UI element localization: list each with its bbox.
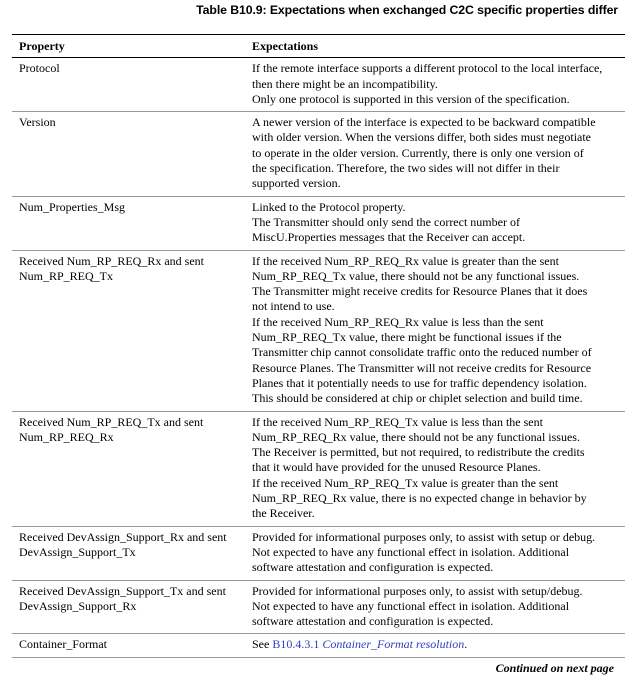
- expectation-line: A newer version of the interface is expected to be backward compatible: [252, 115, 596, 130]
- property-line: Protocol: [19, 61, 60, 76]
- expectations-cell: [245, 580, 625, 634]
- expectation-line: Num_RP_REQ_Rx value, there should not be any functional issues.: [252, 429, 580, 444]
- property-line: Received Num_RP_REQ_Rx and sent: [19, 253, 204, 268]
- expectations-cell: [245, 58, 625, 112]
- expectation-line: software attestation and configuration is expected.: [252, 614, 494, 629]
- property-line: Received DevAssign_Support_Rx and sent: [19, 529, 227, 544]
- expectation-line: then there might be an incompatibility.: [252, 76, 438, 91]
- table-caption: Table B10.9: Expectations when exchanged C2C specific properties differ: [196, 3, 618, 17]
- property-cell: [12, 580, 245, 634]
- property-line: Num_RP_REQ_Rx: [19, 429, 114, 444]
- expectation-line: supported version.: [252, 176, 341, 191]
- property-cell: [12, 634, 245, 657]
- link-section: B10.4.3.1: [272, 637, 320, 652]
- container-format-resolution-link[interactable]: [272, 637, 464, 651]
- expectation-line: If the received Num_RP_REQ_Tx value is less than the sent: [252, 414, 543, 429]
- expectation-line: the Receiver.: [252, 506, 315, 521]
- header-expectations: Expectations: [245, 35, 625, 58]
- table-row: [12, 580, 625, 634]
- header-property: Property: [12, 35, 245, 58]
- expectations-table: [12, 34, 625, 658]
- expectation-line: Only one protocol is supported in this version of the specification.: [252, 91, 570, 106]
- expectations-cell: [245, 112, 625, 196]
- property-cell: [12, 250, 245, 411]
- property-line: Version: [19, 115, 56, 130]
- expectation-line: Transmitter chip cannot consolidate traffic onto the reduced number of: [252, 345, 592, 360]
- property-line: Container_Format: [19, 637, 107, 652]
- expectation-line: to operate in the older version. Currently, there is only one version of: [252, 145, 584, 160]
- expectation-line: Provided for informational purposes only, to assist with setup or debug.: [252, 529, 596, 544]
- expectation-line: If the received Num_RP_REQ_Tx value is greater than the sent: [252, 475, 559, 490]
- table-row: [12, 526, 625, 580]
- table-row: [12, 112, 625, 196]
- property-cell: [12, 196, 245, 250]
- property-line: Num_RP_REQ_Tx: [19, 268, 114, 283]
- expectation-line: software attestation and configuration is expected.: [252, 560, 494, 575]
- expectation-line: If the received Num_RP_REQ_Rx value is less than the sent: [252, 314, 544, 329]
- expectations-cell: [245, 411, 625, 526]
- expectations-cell: [245, 526, 625, 580]
- property-line: Num_Properties_Msg: [19, 199, 125, 214]
- expectation-line: Planes that it potentially needs to use for traffic dependency isolation.: [252, 375, 587, 390]
- see-prefix: See: [252, 637, 273, 652]
- table-row: [12, 58, 625, 112]
- expectation-line: MiscU.Properties messages that the Receiver can accept.: [252, 230, 526, 245]
- expectation-line: Num_RP_REQ_Rx value, there is no expected change in behavior by: [252, 491, 587, 506]
- expectation-line: The Receiver is permitted, but not required, to redistribute the credits: [252, 445, 585, 460]
- property-cell: [12, 112, 245, 196]
- expectation-line: with older version. When the versions differ, both sides must negotiate: [252, 130, 592, 145]
- link-title: Container_Format resolution: [322, 637, 465, 652]
- expectation-line: the specification. Therefore, the two sides will not differ in their: [252, 161, 560, 176]
- expectation-line: The Transmitter might receive credits for Resource Planes that it does: [252, 284, 588, 299]
- expectation-line: Num_RP_REQ_Tx value, there should not be any functional issues.: [252, 268, 580, 283]
- property-cell: [12, 411, 245, 526]
- table-row: [12, 196, 625, 250]
- table-row: [12, 250, 625, 411]
- property-cell: [12, 58, 245, 112]
- expectation-line: that it would have provided for the unused Resource Planes.: [252, 460, 541, 475]
- property-line: Received DevAssign_Support_Tx and sent: [19, 583, 226, 598]
- see-suffix: .: [464, 637, 468, 652]
- property-line: Received Num_RP_REQ_Tx and sent: [19, 414, 204, 429]
- expectation-line: The Transmitter should only send the correct number of: [252, 214, 520, 229]
- property-line: DevAssign_Support_Rx: [19, 598, 137, 613]
- expectation-line: If the remote interface supports a different protocol to the local interface,: [252, 61, 603, 76]
- expectation-line: If the received Num_RP_REQ_Rx value is greater than the sent: [252, 253, 559, 268]
- continued-note: Continued on next page: [495, 661, 614, 675]
- expectations-cell: [245, 634, 625, 657]
- property-line: DevAssign_Support_Tx: [19, 544, 136, 559]
- table-row: [12, 411, 625, 526]
- expectation-line: Not expected to have any functional effect in isolation. Additional: [252, 544, 570, 559]
- table-header-row: [12, 35, 625, 58]
- expectation-line: Resource Planes. The Transmitter will not receive credits for Resource: [252, 360, 592, 375]
- expectation-line: Not expected to have any functional effect in isolation. Additional: [252, 598, 570, 613]
- property-cell: [12, 526, 245, 580]
- expectation-line: Linked to the Protocol property.: [252, 199, 406, 214]
- table-row: [12, 634, 625, 657]
- expectations-cell: [245, 250, 625, 411]
- expectation-line: This should be considered at chip or chiplet selection and build time.: [252, 391, 583, 406]
- expectations-cell: [245, 196, 625, 250]
- expectation-line: Num_RP_REQ_Tx value, there might be functional issues if the: [252, 330, 562, 345]
- expectation-line: not intend to use.: [252, 299, 335, 314]
- expectation-line: Provided for informational purposes only, to assist with setup/debug.: [252, 583, 583, 598]
